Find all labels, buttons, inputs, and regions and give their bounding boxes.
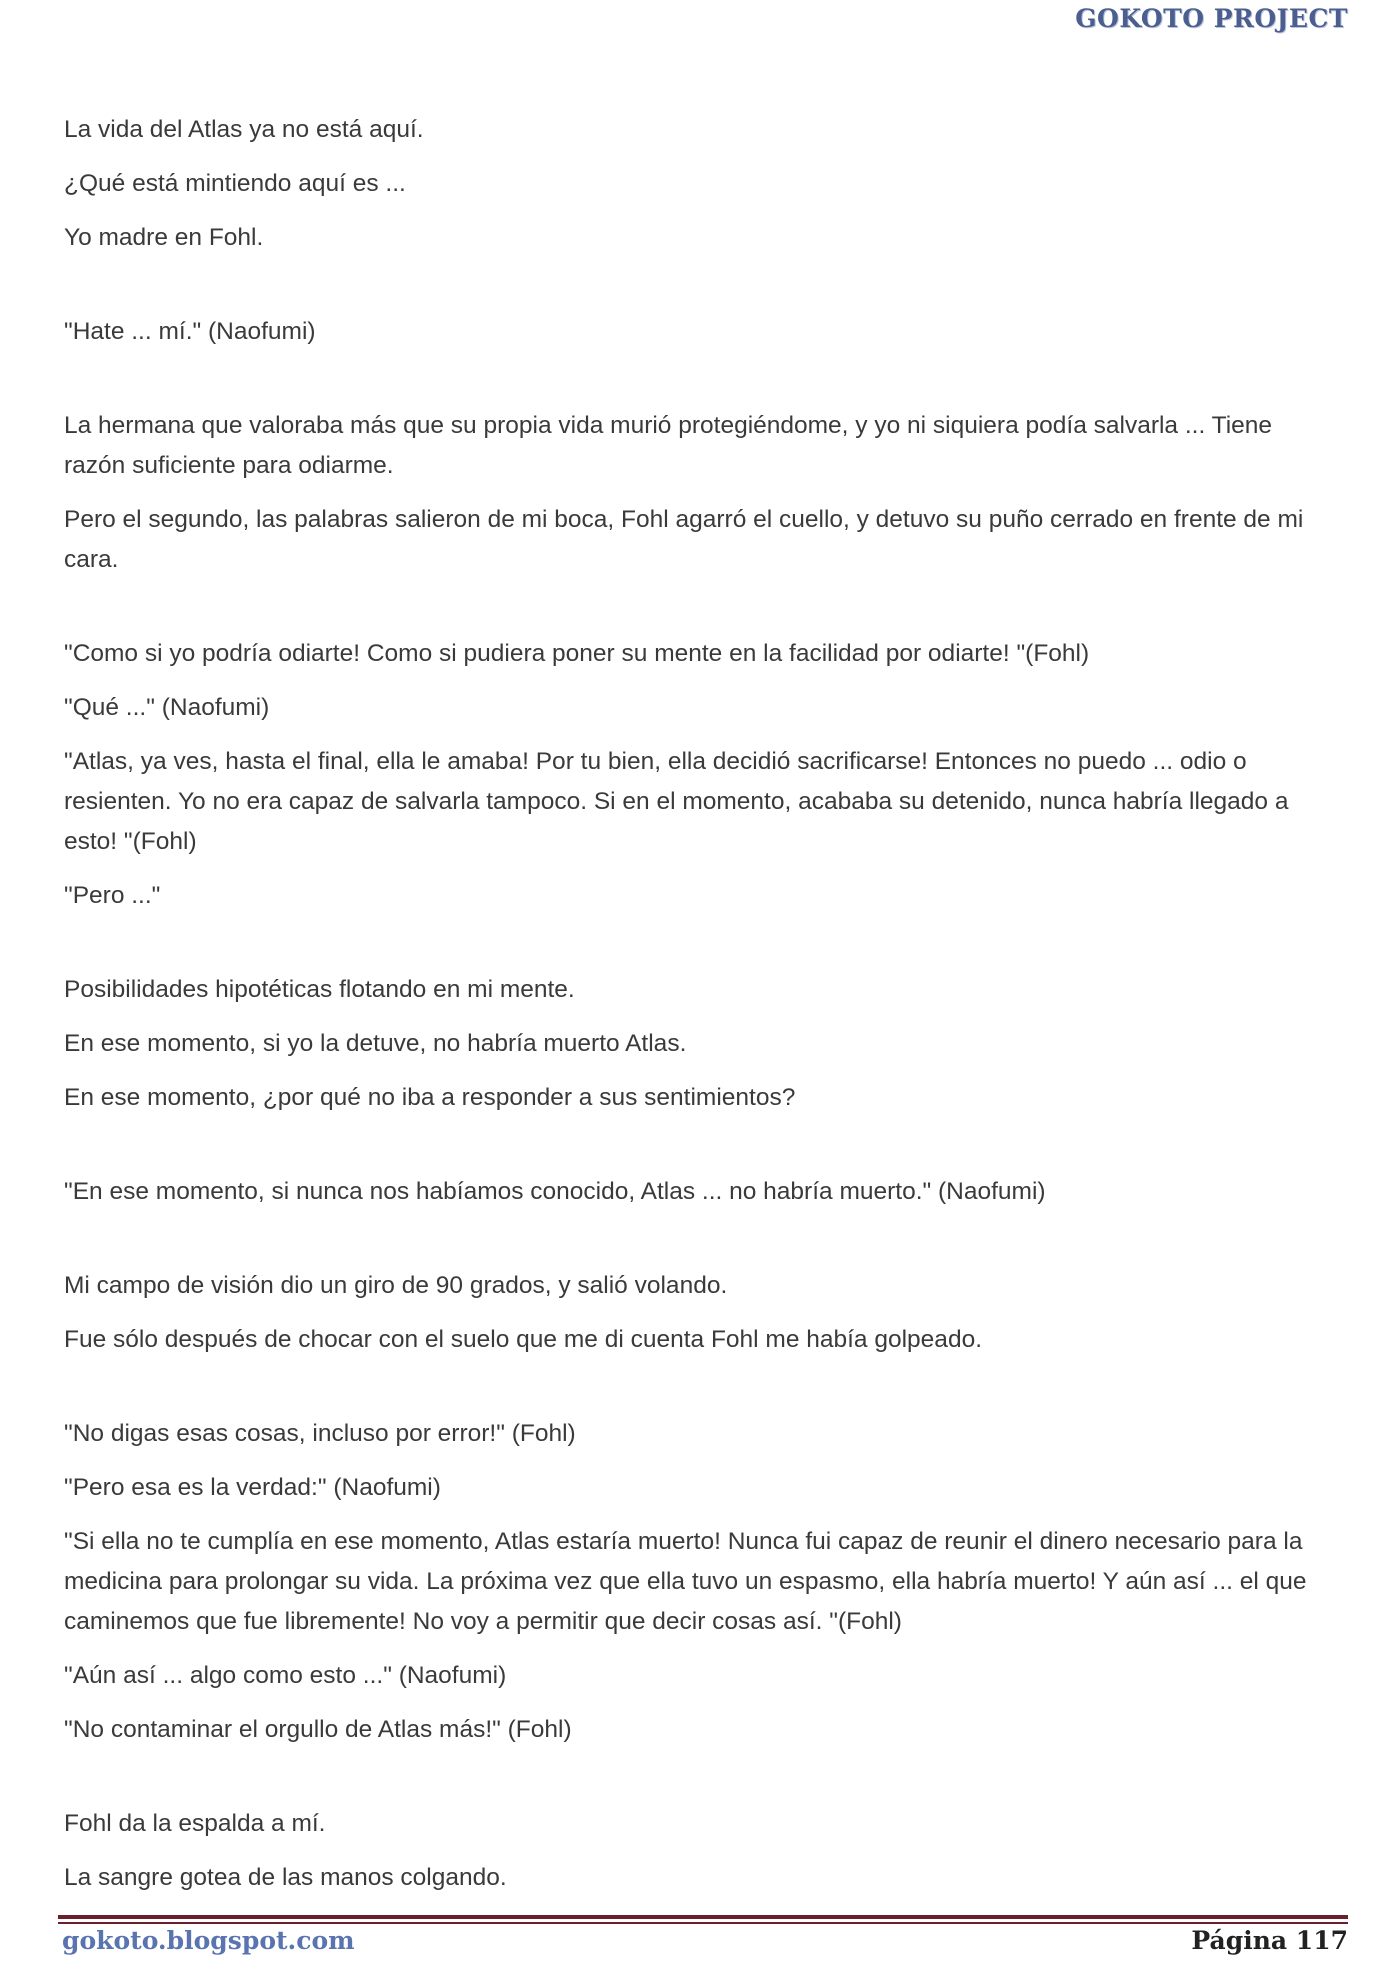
paragraph: Fohl da la espalda a mí. [64,1810,326,1837]
paragraph: "Atlas, ya ves, hasta el final, ella le amaba! Por tu bien, ella decidió sacrificarse! Entonces no puedo ... odio o resienten. Yo no era capaz de salvarla tampoco. Si en el momento, acababa su detenido, nunca habría llegado a esto! "(Fohl) [64,748,1289,855]
paragraph: "Hate ... mí." (Naofumi) [64,318,316,345]
paragraph: "Pero ..." [64,882,161,909]
paragraph: En ese momento, si yo la detuve, no habría muerto Atlas. [64,1030,687,1057]
paragraph: "Qué ..." (Naofumi) [64,694,270,721]
paragraph: "Aún así ... algo como esto ..." (Naofumi) [64,1662,507,1689]
footer-divider-thin-line [58,1922,1348,1924]
paragraph: Posibilidades hipotéticas flotando en mi mente. [64,976,575,1003]
paragraph: "No digas esas cosas, incluso por error!" (Fohl) [64,1420,576,1447]
footer-page-number: Página 117 [1191,1926,1348,1955]
footer-site-link[interactable]: gokoto.blogspot.com [62,1926,355,1955]
paragraph: Pero el segundo, las palabras salieron de mi boca, Fohl agarró el cuello, y detuvo su puño cerrado en frente de mi cara. [64,506,1304,573]
footer-divider [58,1915,1348,1925]
footer-divider-thick-line [58,1915,1348,1919]
paragraph: Fue sólo después de chocar con el suelo que me di cuenta Fohl me había golpeado. [64,1326,982,1353]
header-brand-logo: GOKOTO PROJECT [1075,4,1348,33]
paragraph: La vida del Atlas ya no está aquí. [64,116,424,143]
paragraph: "Si ella no te cumplía en ese momento, Atlas estaría muerto! Nunca fui capaz de reunir el dinero necesario para la medicina para prolongar su vida. La próxima vez que ella tuvo un espasmo, ella habría muerto! Y aún así ... el que caminemos que fue libremente! No voy a permitir que decir cosas así. "(Fohl) [64,1528,1307,1635]
paragraph: En ese momento, ¿por qué no iba a responder a sus sentimientos? [64,1084,796,1111]
paragraph: Mi campo de visión dio un giro de 90 grados, y salió volando. [64,1272,728,1299]
paragraph: ¿Qué está mintiendo aquí es ... [64,170,406,197]
paragraph: La hermana que valoraba más que su propia vida murió protegiéndome, y yo ni siquiera podía salvarla ... Tiene razón suficiente para odiarme. [64,412,1273,479]
paragraph: "Como si yo podría odiarte! Como si pudiera poner su mente en la facilidad por odiarte! "(Fohl) [64,640,1090,667]
paragraph: "No contaminar el orgullo de Atlas más!" (Fohl) [64,1716,572,1743]
paragraph: Yo madre en Fohl. [64,224,264,251]
paragraph: "Pero esa es la verdad:" (Naofumi) [64,1474,441,1501]
paragraph: La sangre gotea de las manos colgando. [64,1864,507,1891]
paragraph: "En ese momento, si nunca nos habíamos conocido, Atlas ... no habría muerto." (Naofumi) [64,1178,1046,1205]
